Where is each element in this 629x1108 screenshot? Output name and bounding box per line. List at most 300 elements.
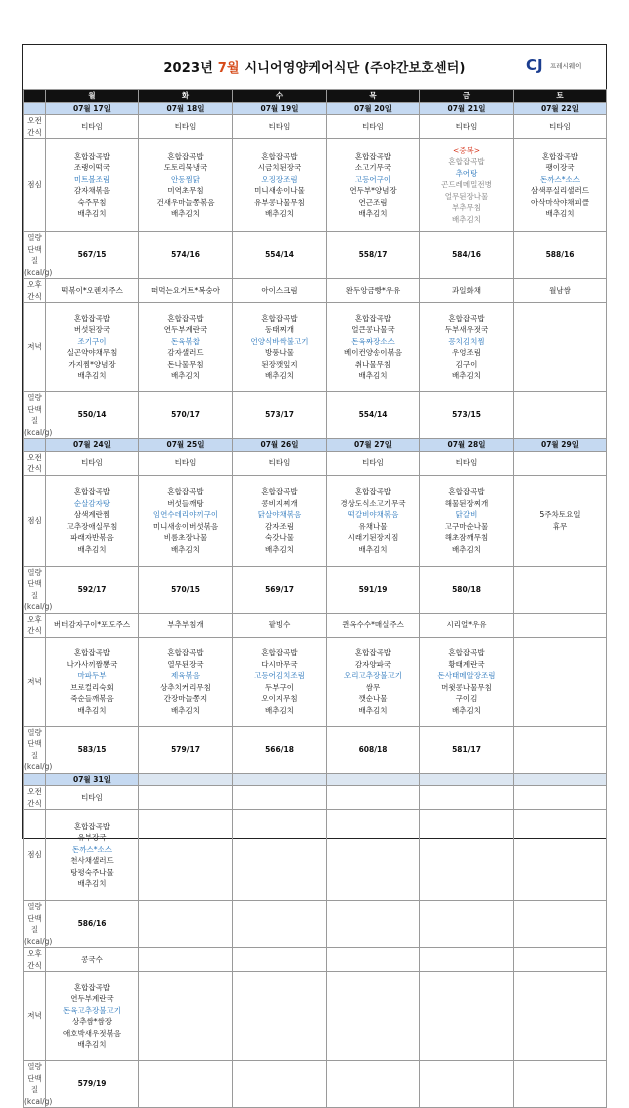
- dish: 나가사끼짬뽕국: [66, 659, 118, 669]
- pm-snack-cell: 떠먹는요거트*복숭아: [139, 279, 233, 303]
- logo-mark: CJ: [526, 56, 543, 74]
- dish: 건새우마늘쫑볶음: [156, 197, 215, 207]
- dish: 언양식바싹불고기: [250, 336, 309, 346]
- dish: 배추김치: [77, 544, 107, 554]
- dish: 혼합잡곡밥: [261, 313, 298, 323]
- kcal-cell: [514, 726, 607, 773]
- pm-snack-cell: 시리얼*우유: [420, 613, 514, 637]
- row-label: 열량 단백질(kcal/g): [24, 1062, 53, 1106]
- am-snack-cell: 티타임: [233, 451, 327, 475]
- kcal-cell: [420, 1061, 514, 1108]
- dinner-cell: [233, 972, 327, 1061]
- lunch-cell: [233, 475, 327, 566]
- dish: 아삭마삭야채피클: [531, 197, 589, 207]
- kcal-cell: [327, 901, 420, 948]
- am-snack-cell: [233, 786, 327, 810]
- kcal-cell: 592/17: [46, 566, 139, 613]
- kcal-cell: [233, 1061, 327, 1108]
- am-snack-cell: 티타임: [46, 115, 139, 139]
- menu-body: [24, 102, 607, 1108]
- dish: 배추김치: [358, 544, 388, 554]
- lunch-row: [24, 475, 607, 566]
- row-label: 오전 간식: [24, 115, 46, 139]
- date-cell: [514, 773, 607, 786]
- kcal-cell: 574/16: [139, 232, 233, 279]
- dish: 배추김치: [171, 371, 200, 380]
- row-label: 저녁: [24, 637, 46, 726]
- dish: 브로컬리숙회: [70, 682, 114, 692]
- dinner-cell: [46, 972, 139, 1061]
- dinner-cell: [327, 637, 420, 726]
- dish: 오징장조림: [261, 174, 298, 184]
- dish: 미니새송이나물: [254, 186, 305, 195]
- dish: 돈나물무침: [167, 359, 204, 369]
- pm-snack-cell: 퀸옥수수*매실주스: [327, 613, 420, 637]
- kcal-cell: 579/19: [46, 1061, 139, 1108]
- lunch-cell: [514, 475, 607, 566]
- row-label: 오후 간식: [24, 613, 46, 637]
- dish: 혼합잡곡밥: [73, 313, 111, 323]
- dish: 고추장애실무침: [66, 521, 118, 531]
- dish: 오이지무침: [261, 694, 298, 703]
- logo-text: 프레시웨이: [550, 62, 582, 70]
- dish: 숙주무침: [77, 197, 107, 207]
- dish: 방풍나물: [265, 348, 294, 357]
- date-cell: 07월 18일: [139, 102, 233, 115]
- dish: 떡갈비야채볶음: [347, 510, 399, 519]
- pm-snack-cell: [327, 948, 420, 972]
- day-header: 토: [514, 90, 607, 103]
- dish: 구이김: [455, 694, 478, 703]
- menu-document: [22, 44, 607, 1106]
- dish: 돈사태메알장조림: [437, 671, 496, 680]
- dish: 유채나물: [358, 521, 388, 531]
- kcal-cell: 566/18: [233, 726, 327, 773]
- pm-snack-cell: 완두앙금빵*우유: [327, 279, 420, 303]
- dish: 곤드레메밀전병: [441, 180, 492, 190]
- dish: 경상도식소고기무국: [340, 498, 406, 508]
- dish: 가지찜*양념장: [68, 359, 116, 369]
- kcal-cell: 550/14: [46, 392, 139, 439]
- dish: 배추김치: [77, 705, 107, 715]
- dish: 얼무된장나물: [444, 191, 489, 201]
- dish: 혼합잡곡밥: [354, 313, 392, 323]
- am-snack-cell: 티타임: [46, 786, 139, 810]
- menu-table: [23, 89, 607, 1108]
- dish: 연두부계란국: [70, 994, 114, 1003]
- kcal-cell: 554/14: [233, 232, 327, 279]
- lunch-cell: [139, 475, 233, 566]
- date-cell: [420, 773, 514, 786]
- lunch-row: [24, 810, 607, 901]
- dish: 팽이장국: [545, 163, 575, 172]
- kcal-cell: [514, 901, 607, 948]
- dish: 파래자반볶음: [70, 533, 114, 542]
- dish: 임연수데리야끼구이: [152, 510, 219, 519]
- dinner-cell: [514, 637, 607, 726]
- date-cell: [233, 773, 327, 786]
- am-snack-cell: 티타임: [514, 115, 607, 139]
- dish: 소고기무국: [354, 163, 392, 172]
- dinner-cell: [46, 637, 139, 726]
- dish: 간장마늘쫑지: [163, 694, 208, 703]
- dish: 도토리묵냉국: [163, 163, 208, 172]
- dish: 해물된장찌개: [444, 498, 489, 508]
- kcal-cell: 586/16: [46, 901, 139, 948]
- dish: 배추김치: [77, 879, 107, 888]
- day-header: 화: [139, 90, 233, 103]
- date-cell: 07월 28일: [420, 439, 514, 452]
- am-snack-cell: [514, 451, 607, 475]
- row-label: 오후 간식: [24, 279, 46, 303]
- dish: 삼색계란찜: [73, 510, 111, 519]
- dish: 쌈무: [365, 682, 381, 692]
- dish: 혼합잡곡밥: [354, 648, 392, 657]
- dish: 얼큰콩나물국: [351, 325, 395, 334]
- kcal-cell: 581/17: [420, 726, 514, 773]
- dish: 취나물무침: [354, 359, 392, 369]
- dish: 배추김치: [358, 705, 388, 715]
- dish: 혼합잡곡밥: [448, 487, 485, 496]
- dish: 배추김치: [452, 371, 481, 380]
- dish: 배추김치: [452, 214, 481, 224]
- dish: 동태찌개: [265, 325, 294, 334]
- pm-snack-cell: 콩국수: [46, 948, 139, 972]
- dish: 감자양파국: [354, 659, 392, 669]
- lunch-cell: [420, 810, 514, 901]
- dish: 김구이: [455, 359, 478, 369]
- kcal-cell: [514, 392, 607, 439]
- dish: 혼합잡곡밥: [73, 982, 111, 992]
- lunch-cell: [514, 139, 607, 232]
- dish: 된장깻잎지: [261, 359, 298, 369]
- lunch-cell: [420, 475, 514, 566]
- dinner-kcal-row: [24, 726, 607, 773]
- dish: 배추김치: [171, 705, 200, 715]
- kcal-cell: 580/18: [420, 566, 514, 613]
- pm-snack-cell: 아이스크림: [233, 279, 327, 303]
- pm-snack-cell: 부추부침개: [139, 613, 233, 637]
- am-snack-cell: 티타임: [327, 115, 420, 139]
- dish: 고등어김치조림: [254, 671, 305, 680]
- kcal-cell: 569/17: [233, 566, 327, 613]
- dinner-cell: [420, 972, 514, 1061]
- kcal-cell: [514, 1061, 607, 1108]
- lunch-cell: [327, 475, 420, 566]
- dish: 혼합잡곡밥: [354, 487, 392, 496]
- pm-snack-cell: 떡볶이*오렌지주스: [46, 279, 139, 303]
- dish: 연두부*양념장: [349, 186, 397, 195]
- date-row: [24, 773, 607, 786]
- title-row: [23, 45, 606, 89]
- dish: 유부콩나물무침: [254, 197, 305, 207]
- kcal-cell: 579/17: [139, 726, 233, 773]
- row-label: 열량 단백질(kcal/g): [24, 902, 53, 946]
- am-snack-cell: 티타임: [420, 115, 514, 139]
- row-label: 열량 단백질(kcal/g): [24, 233, 53, 277]
- dish: 꽁치김치찜: [448, 336, 485, 346]
- lunch-cell: [327, 139, 420, 232]
- dinner-cell: [514, 972, 607, 1061]
- dish: 다시마무국: [261, 659, 298, 669]
- dish: 혼합잡곡밥: [541, 151, 579, 161]
- kcal-cell: 570/17: [139, 392, 233, 439]
- dish: 깻순나물: [358, 694, 388, 703]
- dish: 머윗콩나물무침: [441, 682, 492, 692]
- dish: 혼합잡곡밥: [261, 648, 298, 657]
- row-label: 오전 간식: [24, 786, 46, 810]
- date-cell: 07월 27일: [327, 439, 420, 452]
- dish: 탕평숙주나물: [70, 867, 114, 877]
- kcal-cell: 570/15: [139, 566, 233, 613]
- dish: 배추김치: [358, 371, 388, 380]
- dish: 황태계란국: [448, 659, 485, 669]
- dish: 실곤약야채무침: [66, 348, 118, 357]
- dish: 배추김치: [265, 705, 294, 715]
- date-cell: [139, 773, 233, 786]
- dish: 조기구이: [77, 336, 107, 346]
- dish: 감자샐러드: [167, 348, 204, 357]
- dish: 제육볶음: [171, 671, 200, 680]
- am-snack-cell: 티타임: [139, 115, 233, 139]
- dish: 배추김치: [265, 209, 294, 218]
- day-header: 월: [46, 90, 139, 103]
- dish: 순살감자탕: [73, 498, 111, 508]
- row-label: 저녁: [24, 972, 46, 1061]
- dish: 배추김치: [171, 544, 200, 554]
- pm-snack-cell: 팥빙수: [233, 613, 327, 637]
- kcal-cell: 584/16: [420, 232, 514, 279]
- date-row: [24, 439, 607, 452]
- am-snack-cell: 티타임: [46, 451, 139, 475]
- am-snack-cell: 티타임: [233, 115, 327, 139]
- lunch-kcal-row: [24, 566, 607, 613]
- row-label: 열량 단백질(kcal/g): [24, 727, 53, 771]
- kcal-cell: 567/15: [46, 232, 139, 279]
- dish: 배추김치: [171, 209, 200, 218]
- lunch-row: [24, 139, 607, 232]
- dinner-row: [24, 303, 607, 392]
- dish: 두부구이: [265, 682, 294, 692]
- dish: 혼합잡곡밥: [448, 313, 485, 323]
- dish: 연두부계란국: [163, 325, 208, 334]
- dish: 배추김치: [265, 371, 294, 380]
- dish: 배추김치: [452, 705, 481, 715]
- kcal-cell: 588/16: [514, 232, 607, 279]
- dish: 삼색푸실리샐러드: [531, 186, 589, 195]
- dish: 혼합잡곡밥: [73, 487, 111, 496]
- kcal-cell: [327, 1061, 420, 1108]
- day-header-row: [24, 90, 607, 103]
- kcal-cell: [514, 566, 607, 613]
- kcal-cell: 608/18: [327, 726, 420, 773]
- dish: 돈까스*소스: [540, 174, 580, 184]
- dinner-cell: [46, 303, 139, 392]
- dinner-cell: [327, 303, 420, 392]
- dish: 혼합잡곡밥: [73, 648, 111, 657]
- dish: 감자조림: [265, 521, 294, 531]
- dish: 마파두부: [77, 671, 107, 680]
- row-label: 저녁: [24, 303, 46, 392]
- dish: 열무된장국: [167, 659, 204, 669]
- pm-snack-row: [24, 948, 607, 972]
- dinner-cell: [420, 303, 514, 392]
- dish: 돈까스*소스: [72, 844, 112, 854]
- dinner-kcal-row: [24, 392, 607, 439]
- row-label: 열량 단백질(kcal/g): [24, 567, 53, 611]
- kcal-cell: 591/19: [327, 566, 420, 613]
- dish: 콩비지찌개: [261, 498, 298, 508]
- kcal-cell: [139, 901, 233, 948]
- kcal-cell: 573/15: [420, 392, 514, 439]
- pm-snack-cell: 월남쌈: [514, 279, 607, 303]
- dinner-cell: [327, 972, 420, 1061]
- dish: 배추김치: [452, 544, 481, 554]
- date-cell: 07월 25일: [139, 439, 233, 452]
- kcal-cell: [420, 901, 514, 948]
- dish: 미니새송이버섯볶음: [152, 521, 219, 531]
- am-snack-cell: [420, 786, 514, 810]
- dish: 미트볼조림: [73, 174, 111, 184]
- dinner-row: [24, 972, 607, 1061]
- date-cell: 07월 22일: [514, 102, 607, 115]
- dinner-cell: [139, 637, 233, 726]
- date-cell: 07월 17일: [46, 102, 139, 115]
- pm-snack-cell: [420, 948, 514, 972]
- dish: 상추치커리무침: [160, 682, 211, 692]
- day-header: 수: [233, 90, 327, 103]
- kcal-cell: 554/14: [327, 392, 420, 439]
- lunch-cell: [46, 139, 139, 232]
- dish: 비름초장나물: [163, 533, 208, 542]
- dish: <중복>: [452, 145, 481, 155]
- dish: 혼합잡곡밥: [167, 487, 204, 496]
- dish: 베이컨양송이볶음: [344, 348, 402, 357]
- date-row: [24, 102, 607, 115]
- lunch-cell: [420, 139, 514, 232]
- row-label: 오전 간식: [24, 451, 46, 475]
- date-cell: 07월 20일: [327, 102, 420, 115]
- dish: 시래기된장지짐: [347, 533, 399, 542]
- dish: 버섯들깨탕: [167, 498, 204, 508]
- dish: 혼합잡곡밥: [73, 151, 111, 161]
- pm-snack-cell: 버터감자구이*포도주스: [46, 613, 139, 637]
- am-snack-row: [24, 115, 607, 139]
- dish: 혼합잡곡밥: [448, 648, 485, 657]
- pm-snack-cell: 과일화채: [420, 279, 514, 303]
- dish: 상추쌈*쌈장: [72, 1017, 112, 1026]
- title-month: 7월: [217, 61, 240, 76]
- lunch-cell: [327, 810, 420, 901]
- dinner-cell: [514, 303, 607, 392]
- dish: 배추김치: [265, 544, 294, 554]
- am-snack-cell: [514, 786, 607, 810]
- page-title: 2023년 7월 시니어영양케어식단 (주야간보호센터): [163, 61, 466, 76]
- dish: 닭갈비: [455, 510, 478, 519]
- day-header: 목: [327, 90, 420, 103]
- dinner-cell: [420, 637, 514, 726]
- kcal-cell: 583/15: [46, 726, 139, 773]
- dish: 유부장국: [77, 833, 107, 842]
- date-cell: 07월 21일: [420, 102, 514, 115]
- dish: 조랭이떡국: [73, 163, 111, 172]
- pm-snack-cell: [514, 613, 607, 637]
- dish: 돈육고추장불고기: [63, 1005, 121, 1015]
- dish: 혼합잡곡밥: [261, 487, 298, 496]
- dish: 죽순들깨볶음: [70, 694, 114, 703]
- dish: 두부새우젓국: [444, 325, 489, 334]
- lunch-kcal-row: [24, 901, 607, 948]
- lunch-cell: [233, 139, 327, 232]
- day-header: 금: [420, 90, 514, 103]
- dish: 고등어구이: [354, 174, 392, 184]
- pm-snack-row: [24, 279, 607, 303]
- am-snack-row: [24, 451, 607, 475]
- dish: 휴무: [552, 521, 568, 531]
- dish: 우엉조림: [452, 348, 481, 357]
- dish: 추어탕: [455, 168, 478, 178]
- row-label: 점심: [24, 810, 46, 901]
- pm-snack-cell: [514, 948, 607, 972]
- dish: 혼합잡곡밥: [354, 151, 392, 161]
- kcal-cell: 573/17: [233, 392, 327, 439]
- date-cell: 07월 29일: [514, 439, 607, 452]
- dish: 애호박새우젓볶음: [63, 1028, 121, 1038]
- dish: 혼합잡곡밥: [167, 151, 204, 161]
- date-cell: [327, 773, 420, 786]
- dish: 버섯된장국: [73, 325, 111, 334]
- dinner-cell: [233, 637, 327, 726]
- dish: 배추김치: [77, 209, 107, 218]
- date-cell: 07월 19일: [233, 102, 327, 115]
- lunch-kcal-row: [24, 232, 607, 279]
- dish: 5주차토요일: [539, 510, 581, 519]
- dinner-row: [24, 637, 607, 726]
- pm-snack-cell: [233, 948, 327, 972]
- date-cell: 07월 24일: [46, 439, 139, 452]
- pm-snack-row: [24, 613, 607, 637]
- am-snack-cell: 티타임: [420, 451, 514, 475]
- row-label: 점심: [24, 475, 46, 566]
- dish: 연근조림: [358, 197, 388, 207]
- kcal-cell: [139, 1061, 233, 1108]
- dish: 배추김치: [358, 209, 388, 218]
- kcal-cell: [233, 901, 327, 948]
- dinner-kcal-row: [24, 1061, 607, 1108]
- dish: 혼합잡곡밥: [167, 313, 204, 323]
- pm-snack-cell: [139, 948, 233, 972]
- dish: 배추김치: [545, 209, 575, 218]
- dish: 혼합잡곡밥: [448, 157, 485, 167]
- dinner-cell: [139, 972, 233, 1061]
- dish: 시금치된장국: [257, 163, 302, 172]
- am-snack-cell: [327, 786, 420, 810]
- am-snack-cell: [139, 786, 233, 810]
- am-snack-cell: 티타임: [327, 451, 420, 475]
- dish: 혼합잡곡밥: [73, 821, 111, 831]
- lunch-cell: [46, 475, 139, 566]
- lunch-cell: [514, 810, 607, 901]
- dish: 돈육볶찹: [171, 336, 200, 346]
- date-cell: 07월 31일: [46, 773, 139, 786]
- dish: 오리고추장불고기: [344, 671, 402, 680]
- am-snack-row: [24, 786, 607, 810]
- row-label: 점심: [24, 139, 46, 232]
- kcal-cell: 558/17: [327, 232, 420, 279]
- dinner-cell: [233, 303, 327, 392]
- dish: 배추김치: [77, 1040, 107, 1049]
- row-label: 열량 단백질(kcal/g): [24, 393, 53, 437]
